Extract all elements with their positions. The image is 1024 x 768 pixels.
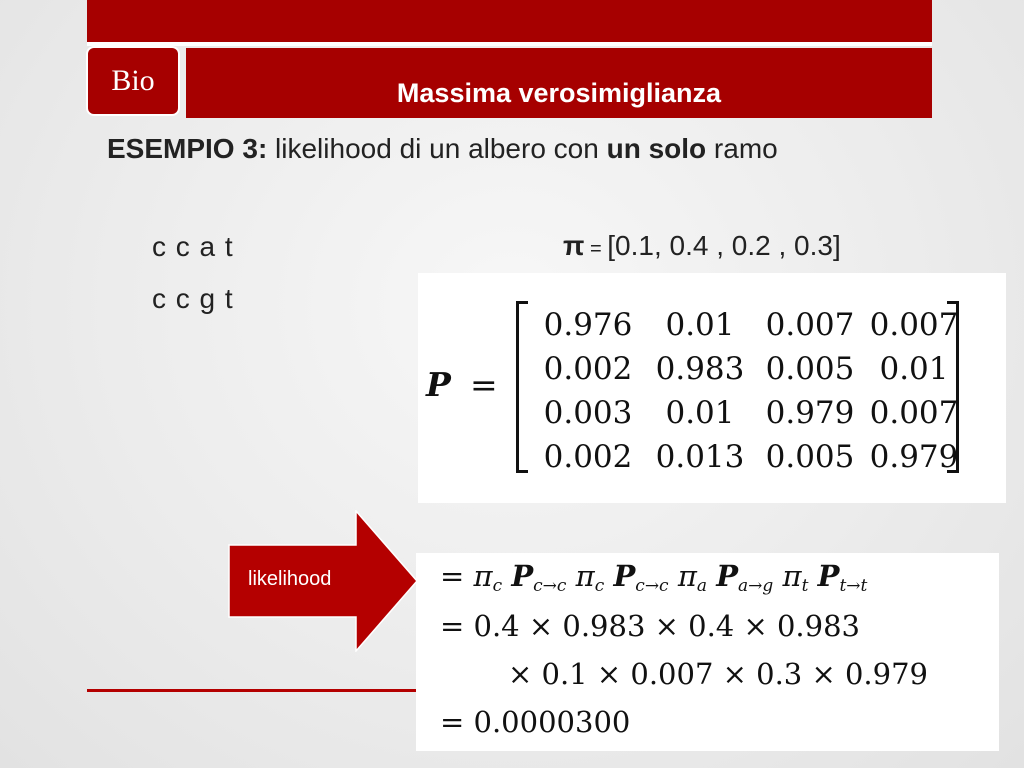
matrix-cell: 0.01: [879, 351, 949, 387]
calc-sub: c: [492, 576, 503, 596]
matrix-cell: 0.007: [869, 307, 959, 343]
right-bracket: [947, 301, 959, 473]
matrix-cell: 0.002: [543, 351, 633, 387]
matrix-cell: 0.005: [765, 439, 855, 475]
likelihood-calculation: [416, 553, 999, 751]
matrix-cell: 0.983: [655, 351, 745, 387]
matrix-cell: 0.979: [765, 395, 855, 431]
matrix-cell: 0.01: [665, 307, 735, 343]
calc-P: P: [511, 559, 534, 593]
arrow-label: likelihood: [248, 568, 332, 590]
calc-equals: =: [440, 559, 465, 593]
calc-pi: π: [782, 559, 802, 593]
pi-symbol: π: [563, 230, 585, 261]
title-bar: [186, 48, 932, 118]
calc-sub: a: [696, 576, 708, 596]
calc-line-1: [440, 559, 867, 596]
calc-sub: a→g: [738, 576, 774, 596]
matrix-cell: 0.007: [765, 307, 855, 343]
calc-pi: π: [473, 559, 493, 593]
matrix-cell: 0.005: [765, 351, 855, 387]
matrix-cell: 0.979: [869, 439, 959, 475]
calc-P: P: [716, 559, 739, 593]
subtitle-bold: un solo: [606, 133, 707, 164]
left-bracket: [516, 301, 528, 473]
calc-P: P: [817, 559, 840, 593]
sequence-1: c c a t: [152, 231, 234, 262]
matrix-cell: 0.003: [543, 395, 633, 431]
top-banner: [87, 0, 932, 42]
sequence-2: c c g t: [152, 283, 234, 314]
matrix-label: P: [426, 365, 451, 404]
calc-pi: π: [575, 559, 595, 593]
matrix-cell: 0.013: [655, 439, 745, 475]
subtitle-text-1: likelihood di un albero con: [267, 133, 607, 164]
matrix-equals: =: [470, 365, 498, 404]
slide-subtitle: [107, 133, 778, 165]
calc-sub: t→t: [839, 576, 868, 596]
calc-sub: c: [594, 576, 605, 596]
matrix-grid: [530, 303, 962, 479]
transition-matrix: [418, 273, 1006, 503]
calc-sub: c→c: [533, 576, 567, 596]
footer-line: [87, 689, 417, 692]
logo-bio: Bio: [88, 48, 178, 114]
subtitle-text-2: ramo: [706, 133, 778, 164]
subtitle-lead: ESEMPIO 3:: [107, 133, 268, 164]
calc-line-4: = 0.0000300: [440, 705, 631, 739]
matrix-cell: 0.976: [543, 307, 633, 343]
pi-vector: [563, 230, 841, 262]
matrix-cell: 0.01: [665, 395, 735, 431]
matrix-cell: 0.007: [869, 395, 959, 431]
slide-title: Massima verosimiglianza: [396, 78, 722, 108]
pi-equals: =: [584, 238, 608, 260]
banner-divider: [87, 42, 932, 46]
calc-sub: c→c: [635, 576, 669, 596]
calc-line-3: × 0.1 × 0.007 × 0.3 × 0.979: [508, 657, 929, 691]
calc-P: P: [613, 559, 636, 593]
calc-line-2: = 0.4 × 0.983 × 0.4 × 0.983: [440, 609, 861, 643]
pi-values: [0.1, 0.4 , 0.2 , 0.3]: [607, 230, 841, 261]
calc-pi: π: [677, 559, 697, 593]
matrix-cell: 0.002: [543, 439, 633, 475]
calc-sub: t: [801, 576, 809, 596]
